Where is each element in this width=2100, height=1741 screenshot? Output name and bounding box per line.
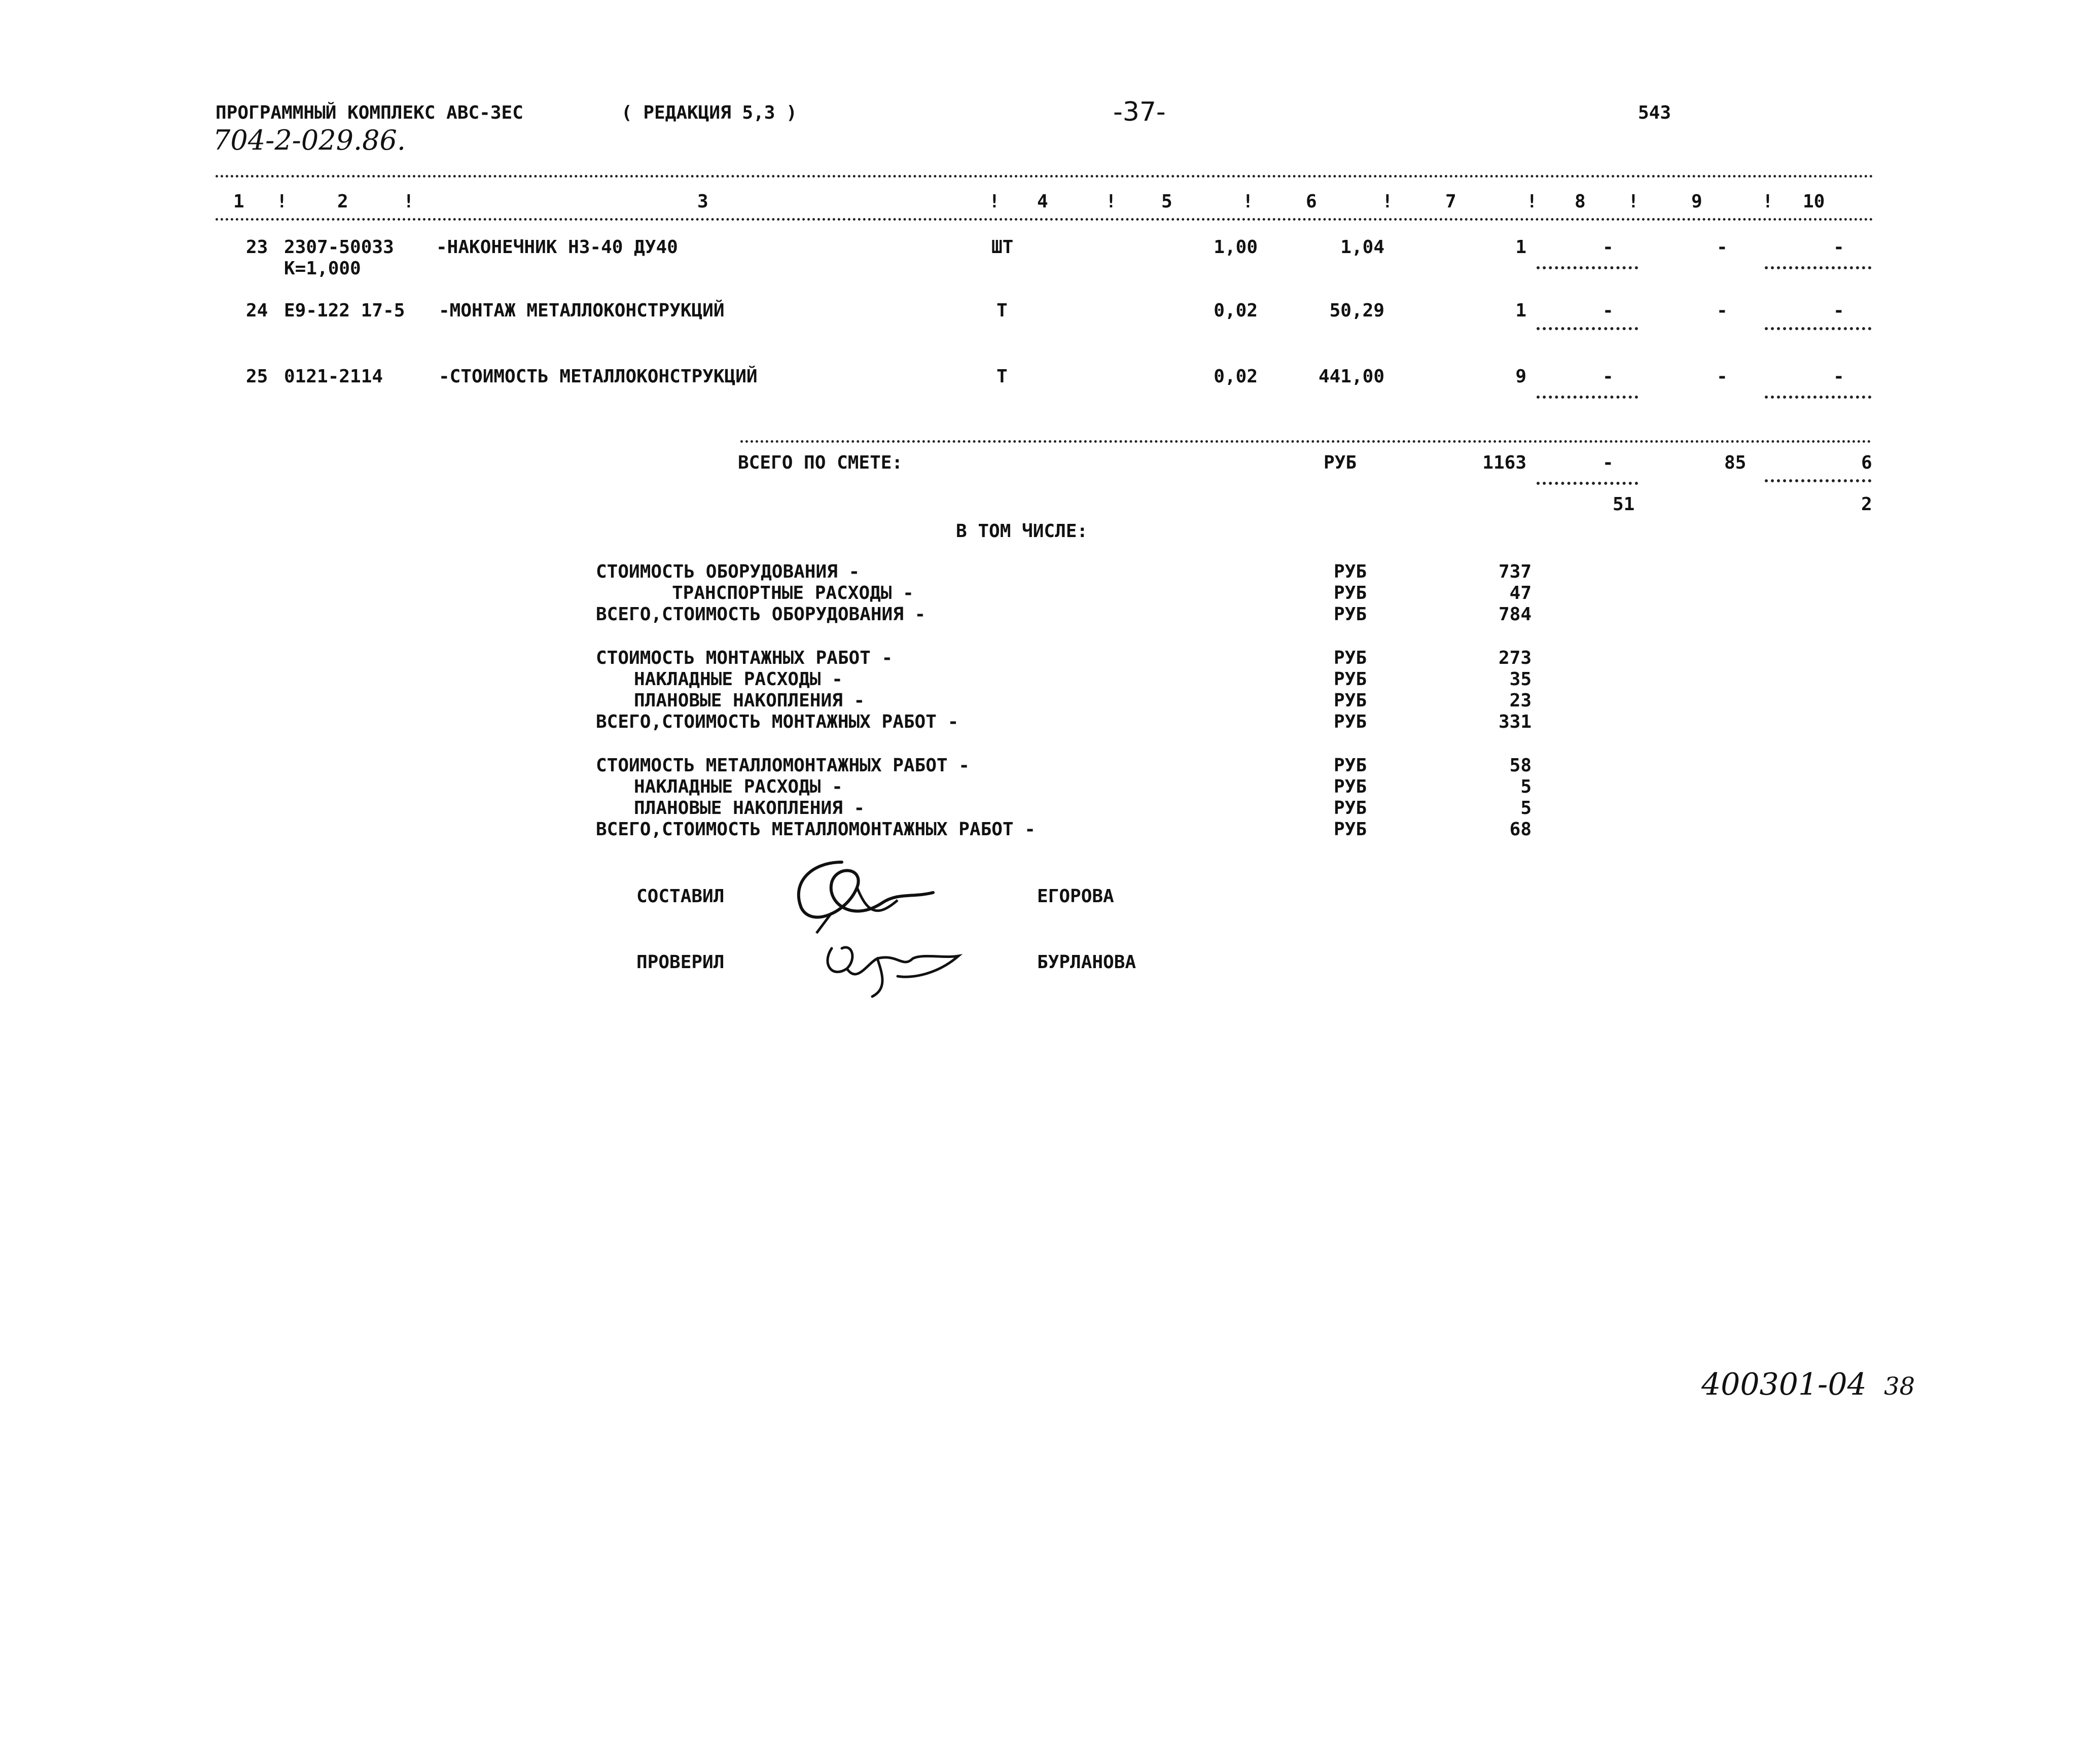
row-price: 50,29: [1329, 300, 1384, 321]
footer-sheet: 38: [1884, 1372, 1915, 1401]
summary-label: ПЛАНОВЫЕ НАКОПЛЕНИЯ -: [634, 798, 865, 819]
row-dotted-underline: [1765, 266, 1871, 269]
row-col9: -: [1717, 237, 1728, 258]
row-name: -СТОИМОСТЬ МЕТАЛЛОКОНСТРУКЦИЙ: [439, 366, 758, 387]
header-bottom-rule: [216, 218, 1874, 221]
summary-unit: РУБ: [1334, 798, 1367, 819]
grand-total-dotted: [1765, 479, 1871, 482]
summary-value: 273: [1498, 648, 1532, 668]
row-name: -МОНТАЖ МЕТАЛЛОКОНСТРУКЦИЙ: [439, 300, 725, 321]
grand-total-unit: РУБ: [1324, 452, 1357, 473]
summary-unit: РУБ: [1334, 755, 1367, 776]
summary-row: [596, 821, 1559, 841]
project-code: 704-2-029.86.: [213, 124, 406, 156]
col-number: 9: [1691, 191, 1702, 212]
column-number-row: [0, 193, 2100, 213]
grand-total-dotted: [1537, 482, 1638, 485]
summary-unit: РУБ: [1334, 819, 1367, 840]
row-col8: -: [1603, 237, 1614, 258]
summary-row: [596, 757, 1559, 777]
row-col10: -: [1833, 300, 1844, 321]
summary-row: [596, 584, 1559, 605]
grand-total-col10: 6: [1861, 452, 1872, 473]
signature-row: [0, 887, 2100, 918]
summary-value: 68: [1509, 819, 1532, 840]
signature-name: ЕГОРОВА: [1037, 886, 1114, 907]
summary-row: [596, 606, 1559, 626]
col-number: 10: [1803, 191, 1825, 212]
row-col10: -: [1833, 237, 1844, 258]
summary-label: ВСЕГО,СТОИМОСТЬ МОНТАЖНЫХ РАБОТ -: [596, 712, 959, 732]
summary-unit: РУБ: [1334, 604, 1367, 625]
signature-role: ПРОВЕРИЛ: [636, 952, 725, 973]
summary-value: 47: [1509, 583, 1532, 603]
summary-unit: РУБ: [1334, 583, 1367, 603]
row-dotted-underline: [1537, 266, 1638, 269]
total-rule: [740, 440, 1871, 443]
signature-1-scribble: [781, 852, 943, 938]
signature-role: СОСТАВИЛ: [636, 886, 725, 907]
row-code: 2307-50033: [284, 237, 394, 258]
sheet-code: 543: [1638, 102, 1671, 123]
summary-unit: РУБ: [1334, 561, 1367, 582]
col-number: 6: [1306, 191, 1317, 212]
summary-unit: РУБ: [1334, 690, 1367, 711]
summary-label: СТОИМОСТЬ МОНТАЖНЫХ РАБОТ -: [596, 648, 893, 668]
summary-label: НАКЛАДНЫЕ РАСХОДЫ -: [634, 669, 843, 690]
summary-row: [596, 670, 1559, 691]
grand-total-label: ВСЕГО ПО СМЕТЕ:: [738, 452, 903, 473]
row-col10: -: [1833, 366, 1844, 387]
summary-row: [596, 563, 1559, 583]
row-col9: -: [1717, 366, 1728, 387]
summary-unit: РУБ: [1334, 648, 1367, 668]
col-separator: !: [1762, 191, 1773, 212]
signature-row: [0, 953, 2100, 984]
summary-row: [596, 692, 1559, 712]
grand-total-col8-sub: 51: [1613, 494, 1635, 515]
row-qty: 0,02: [1214, 300, 1258, 321]
summary-label: ТРАНСПОРТНЫЕ РАСХОДЫ -: [672, 583, 914, 603]
col-number: 5: [1161, 191, 1172, 212]
grand-total-row: [0, 454, 2100, 515]
summary-value: 23: [1509, 690, 1532, 711]
page-number: -37-: [1113, 97, 1166, 127]
row-total: 1: [1515, 300, 1526, 321]
row-name: -НАКОНЕЧНИК НЗ-40 ДУ40: [436, 237, 678, 258]
row-unit: Т: [996, 366, 1008, 387]
row-unit: Т: [996, 300, 1008, 321]
row-dotted-underline: [1537, 327, 1638, 330]
table-row: [0, 368, 2100, 408]
summary-label: СТОИМОСТЬ МЕТАЛЛОМОНТАЖНЫХ РАБОТ -: [596, 755, 970, 776]
col-separator: !: [1628, 191, 1639, 212]
summary-unit: РУБ: [1334, 669, 1367, 690]
row-code: 0121-2114: [284, 366, 383, 387]
col-separator: !: [1242, 191, 1254, 212]
row-dotted-underline: [1765, 396, 1871, 399]
summary-unit: РУБ: [1334, 776, 1367, 797]
summary-row: [596, 778, 1559, 798]
row-dotted-underline: [1537, 396, 1638, 399]
summary-label: СТОИМОСТЬ ОБОРУДОВАНИЯ -: [596, 561, 860, 582]
col-separator: !: [1106, 191, 1117, 212]
row-col9: -: [1717, 300, 1728, 321]
archive-code: 400301-04: [1701, 1367, 1867, 1402]
signature-name: БУРЛАНОВА: [1037, 952, 1136, 973]
row-col8: -: [1603, 300, 1614, 321]
row-unit: ШТ: [991, 237, 1014, 258]
row-dotted-underline: [1765, 327, 1871, 330]
summary-value: 58: [1509, 755, 1532, 776]
row-number: 23: [246, 237, 268, 258]
row-number: 25: [246, 366, 268, 387]
summary-value: 35: [1509, 669, 1532, 690]
summary-row: [596, 713, 1559, 733]
grand-total-col8: -: [1603, 452, 1614, 473]
table-row: [0, 238, 2100, 279]
col-separator: !: [1382, 191, 1393, 212]
row-qty: 1,00: [1214, 237, 1258, 258]
row-total: 9: [1515, 366, 1526, 387]
summary-label: НАКЛАДНЫЕ РАСХОДЫ -: [634, 776, 843, 797]
col-number: 8: [1575, 191, 1586, 212]
edition-label: ( РЕДАКЦИЯ 5,3 ): [621, 102, 797, 123]
row-code: Е9-122 17-5: [284, 300, 405, 321]
grand-total-col10-sub: 2: [1861, 494, 1872, 515]
summary-label: ВСЕГО,СТОИМОСТЬ МЕТАЛЛОМОНТАЖНЫХ РАБОТ -: [596, 819, 1036, 840]
summary-row: [596, 649, 1559, 669]
col-number: 4: [1037, 191, 1048, 212]
summary-label: ПЛАНОВЫЕ НАКОПЛЕНИЯ -: [634, 690, 865, 711]
row-qty: 0,02: [1214, 366, 1258, 387]
summary-block: [596, 563, 1559, 847]
summary-value: 737: [1498, 561, 1532, 582]
col-separator: !: [989, 191, 1000, 212]
header-top-rule: [216, 175, 1874, 177]
summary-label: ВСЕГО,СТОИМОСТЬ ОБОРУДОВАНИЯ -: [596, 604, 926, 625]
col-separator: !: [1526, 191, 1538, 212]
row-number: 24: [246, 300, 268, 321]
including-heading: В ТОМ ЧИСЛЕ:: [956, 521, 1088, 542]
table-row: [0, 302, 2100, 342]
summary-value: 331: [1498, 712, 1532, 732]
row-subtext: К=1,000: [284, 258, 361, 279]
grand-total-col9: 85: [1724, 452, 1747, 473]
signature-2-scribble: [811, 928, 964, 999]
program-title: ПРОГРАММНЫЙ КОМПЛЕКС АВС-ЗЕС: [216, 102, 523, 123]
row-total: 1: [1515, 237, 1526, 258]
col-number: 1: [233, 191, 244, 212]
row-price: 441,00: [1318, 366, 1384, 387]
col-separator: !: [403, 191, 414, 212]
row-price: 1,04: [1340, 237, 1384, 258]
col-number: 2: [337, 191, 348, 212]
col-number: 3: [697, 191, 708, 212]
summary-value: 784: [1498, 604, 1532, 625]
summary-value: 5: [1520, 798, 1532, 819]
row-col8: -: [1603, 366, 1614, 387]
col-separator: !: [276, 191, 288, 212]
summary-value: 5: [1520, 776, 1532, 797]
summary-unit: РУБ: [1334, 712, 1367, 732]
col-number: 7: [1445, 191, 1456, 212]
summary-row: [596, 799, 1559, 820]
grand-total-value: 1163: [1482, 452, 1526, 473]
